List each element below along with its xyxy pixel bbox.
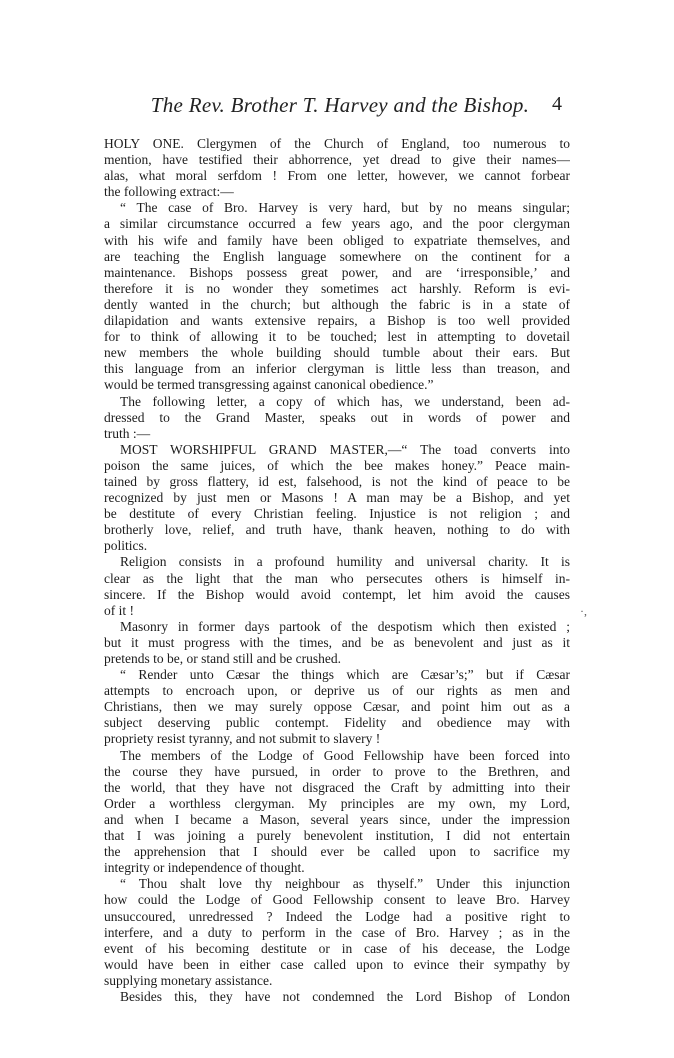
text-line: dently wanted in the church; but although the fabric is in a state of [104,296,570,312]
text-line: the apprehension that I should ever be called upon to sacrifice my [104,844,570,860]
text-line: that I was joining a purely benevolent institution, I did not entertain [104,828,570,844]
text-line: The members of the Lodge of Good Fellowship have been forced into [120,747,570,763]
text-line: integrity or independence of thought. [104,860,305,876]
text-line: pretends to be, or stand still and be crushed. [104,651,341,666]
text-line: attempts to encroach upon, or deprive us of our rights as men and [104,683,570,699]
text-line: supplying monetary assistance. [104,972,273,988]
text-line: with his wife and family have been obliged to expatriate themselves, and [104,232,570,248]
page-number: 4 [552,93,562,115]
text-line: mention, have testified their abhorrence, yet dread to give their names— [104,152,570,168]
text-line: a similar circumstance occurred a few years ago, and the poor clergyman [104,216,570,232]
text-line: propriety resist tyranny, and not submit to slavery ! [104,731,381,747]
text-line: recognized by just men or Masons ! A man may be a Bishop, and yet [104,490,570,506]
text-line: of it ! [104,602,134,618]
text-line: and when I became a Mason, several years since, under the impression [104,811,570,827]
running-title: The Rev. Brother T. Harvey and the Bishop. [150,93,530,117]
text-line: new members the whole building should tumble about their ears. But [104,345,570,361]
text-line: maintenance. Bishops possess great power, and are ‘irresponsible,’ and [104,264,570,280]
text-line: are teaching the English language somewhere on the continent for a [104,248,570,264]
text-line: subject deserving public contempt. Fidelity and obedience may with [104,715,570,731]
text-line: Masonry in former days partook of the despotism which then existed ; [120,618,570,634]
text-line: therefore it is no wonder they sometimes act harshly. Reform is evi- [104,280,570,296]
text-line: event of his becoming destitute or in case of his decease, the Lodge [104,940,570,956]
text-line: the world, that they have not disgraced the Craft by admitting into their [104,779,570,795]
text-line: Religion consists in a profound humility and universal charity. It is [120,554,570,570]
text-line: tained by gross flattery, id est, falsehood, is not the kind of peace to be [104,473,570,489]
text-line: be destitute of every Christian feeling. Injustice is not religion ; and [104,506,570,522]
text-line: dressed to the Grand Master, speaks out in words of power and [104,409,570,425]
text-line: brotherly love, relief, and truth have, thank heaven, nothing to do with [104,522,570,538]
text-line: the following extract:— [104,184,234,200]
text-line: truth :— [104,425,151,441]
text-line: this language from an inferior clergyman is little less than treason, and [104,361,570,377]
text-line: Order a worthless clergyman. My principles are my own, my Lord, [104,795,570,811]
text-line: clear as the light that the man who persecutes others is himself in- [104,570,570,586]
text-line: HOLY ONE. Clergymen of the Church of England, too numerous to [104,136,570,151]
text-line: interfere, and a duty to perform in the case of Bro. Harvey ; as in the [104,924,570,940]
text-line: for to think of allowing it to be touched; lest in attempting to dovetail [104,329,570,345]
text-line: The following letter, a copy of which has, we understand, been ad- [120,393,570,409]
text-line: Besides this, they have not condemned the Lord Bishop of London [120,988,570,1004]
text-line: “ Render unto Cæsar the things which are Cæsar’s;” but if Cæsar [120,667,570,683]
text-line: unsuccoured, unredressed ? Indeed the Lodge had a positive right to [104,908,570,924]
margin-mark: ·, [580,604,587,618]
text-line: alas, what moral serfdom ! From one letter, however, we cannot forbear [104,168,570,184]
text-line: how could the Lodge of Good Fellowship consent to leave Bro. Harvey [104,892,570,908]
body-text [104,136,570,1005]
text-line: “ Thou shalt love thy neighbour as thyself.” Under this injunction [120,876,570,892]
text-line: the course they have pursued, in order to prove to the Brethren, and [104,763,570,779]
text-line: dilapidation and wants extensive repairs, a Bishop is too well provided [104,313,570,329]
text-line: MOST WORSHIPFUL GRAND MASTER,—“ The toad converts into [120,441,570,457]
text-line: politics. [104,538,148,554]
text-line: but it must progress with the times, and be as benevolent and just as it [104,634,570,650]
text-line: would have been in either case called upon to evince their sympathy by [104,956,570,972]
text-line: sincere. If the Bishop would avoid contempt, let him avoid the causes [104,586,570,602]
text-line: Christians, then we may surely oppose Cæsar, and point him out as a [104,699,570,715]
text-line: “ The case of Bro. Harvey is very hard, but by no means singular; [120,200,570,216]
text-line: would be termed transgressing against canonical obedience.” [104,377,434,393]
text-line: poison the same juices, of which the bee makes honey.” Peace main- [104,457,570,473]
